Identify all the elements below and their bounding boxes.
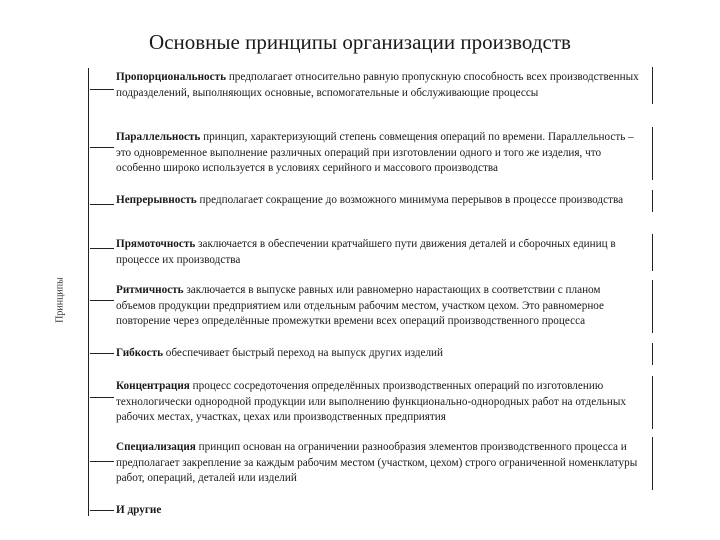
principle-term: Концентрация (116, 380, 190, 392)
right-border (652, 343, 653, 365)
connector-line (90, 510, 114, 511)
principle-term: Гибкость (116, 347, 163, 359)
principle-term: Прямоточность (116, 238, 196, 250)
connector-line (90, 89, 114, 90)
principle-text: предполагает сокращение до возможного минимума перерывов в процессе производства (196, 194, 624, 206)
connector-line (90, 300, 114, 301)
principle-text: обеспечивает быстрый переход на выпуск других изделий (163, 347, 444, 359)
connector-line (90, 204, 114, 205)
principle-text: принцип основан на ограничении разнообразия элементов производственного процесса и предполагает закрепление за каждым рабочим местом (участком, цехом) строго ограниченной номенклатуры работ, операций, деталей или изделий (116, 441, 638, 484)
connector-line (90, 397, 114, 398)
principle-proportionality (88, 70, 653, 101)
connector-line (90, 353, 114, 354)
principle-term: И другие (116, 504, 162, 516)
principle-term: Специализация (116, 441, 196, 453)
page-title: Основные принципы организации производств (149, 30, 571, 54)
principle-term: Непрерывность (116, 194, 197, 206)
right-border (652, 280, 653, 333)
principle-text: принцип, характеризующий степень совмещения операций по времени. Параллельность – это одновременное выполнение различных операций при изготовлении одного и того же изделия, что особенно широко используется в условиях серийного и массового производства (116, 131, 634, 174)
principle-text: заключается в обеспечении кратчайшего пути движения деталей и сборочных единиц в процессе их производства (116, 238, 616, 266)
right-border (652, 190, 653, 212)
principle-text: предполагает относительно равную пропускную способность всех производственных подразделений, выполняющих основные, вспомогательные и обслуживающие процессы (116, 71, 639, 99)
right-border (652, 234, 653, 271)
principle-term: Параллельность (116, 131, 201, 143)
connector-line (90, 461, 114, 462)
principle-term: Пропорциональность (116, 71, 227, 83)
connector-line (90, 248, 114, 249)
principle-specialization (88, 440, 653, 487)
principle-others (88, 503, 653, 519)
principle-text: процесс сосредоточения определённых производственных операций по изготовлению технологически однородной продукции или выполнению функционально-однородных работ на отдельных рабочих местах, участках, цехах или производственных предприятия (116, 380, 626, 423)
principles-axis-label: Принципы (54, 277, 66, 323)
principle-term: Ритмичность (116, 284, 184, 296)
principle-flexibility (88, 346, 653, 362)
principle-straightness (88, 237, 653, 268)
right-border (652, 437, 653, 490)
principle-parallelism (88, 130, 653, 177)
connector-line (90, 147, 114, 148)
principle-continuity (88, 193, 653, 209)
right-border (652, 376, 653, 429)
right-border (652, 127, 653, 180)
principle-concentration (88, 379, 653, 426)
right-border (652, 67, 653, 104)
principle-rhythm (88, 283, 653, 330)
principle-text: заключается в выпуске равных или равномерно нарастающих в соответствии с планом объемов продукции предприятием или отдельным рабочим местом, участком цехом. Это равномерное повторение через определённые промежутки времени всех операций производственного процесса (116, 284, 604, 327)
